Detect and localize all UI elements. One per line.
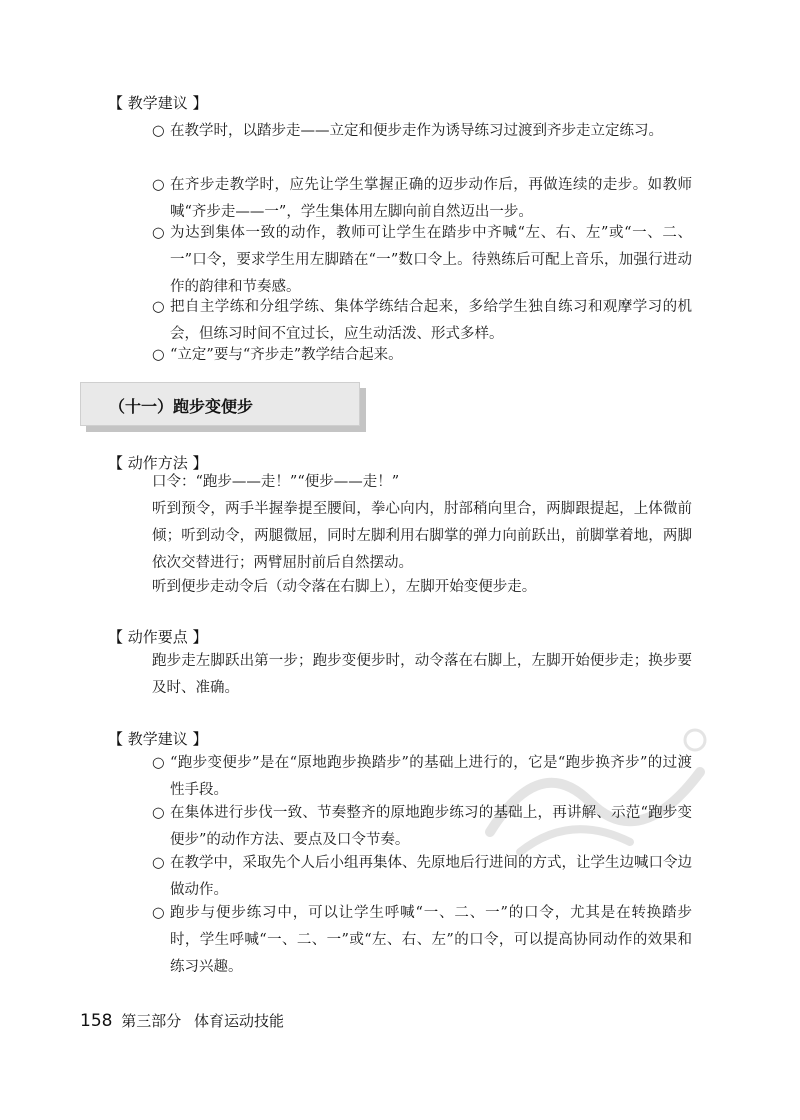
list-item-text: 在教学中，采取先个人后小组再集体、先原地后行进间的方式，让学生边喊口令边做动作。 — [170, 855, 692, 898]
bullet-circle-icon: ○ — [152, 225, 165, 241]
list-item — [152, 172, 692, 226]
subsection-heading-box — [80, 382, 360, 426]
list-item — [152, 342, 692, 369]
list-item — [152, 220, 692, 301]
bullet-circle-icon: ○ — [152, 905, 165, 921]
page-number: 158 — [80, 1011, 113, 1031]
list-item-text: 在教学时，以踏步走——立定和便步走作为诱导练习过渡到齐步走立定练习。 — [170, 123, 663, 139]
list-item-text: 在齐步走教学时，应先让学生掌握正确的迈步动作后，再做连续的走步。如教师喊“齐步走——一”，学生集体用左脚向前自然迈出一步。 — [170, 177, 692, 220]
bullet-circle-icon: ○ — [152, 755, 165, 771]
subsection-title: （十一）跑步变便步 — [109, 397, 254, 416]
command-line: 口令：“跑步——走！”“便步——走！” — [152, 474, 400, 490]
part-title: 体育运动技能 — [194, 1012, 285, 1030]
list-item-text: 为达到集体一致的动作，教师可让学生在踏步中齐喊“左、右、左”或“一、二、一”口令，要求学生用左脚踏在“一”数口令上。待熟练后可配上音乐，加强行进动作的韵律和节奏感。 — [170, 225, 692, 295]
list-item-text: “跑步变便步”是在“原地跑步换踏步”的基础上进行的，它是“跑步换齐步”的过渡性手段。 — [170, 755, 692, 798]
list-item-text: 跑步与便步练习中，可以让学生呼喊“一、二、一”的口令，尤其是在转换踏步时，学生呼喊“一、二、一”或“左、右、左”的口令，可以提高协同动作的效果和练习兴趣。 — [170, 905, 692, 975]
list-item — [152, 850, 692, 904]
section-heading-teaching-suggestions-2: 【 教学建议 】 — [108, 730, 208, 748]
list-item — [152, 800, 692, 854]
list-item — [152, 118, 692, 145]
part-label: 第三部分 — [121, 1012, 182, 1030]
bullet-circle-icon: ○ — [152, 123, 165, 139]
list-item-text: 把自主学练和分组学练、集体学练结合起来，多给学生独自练习和观摩学习的机会，但练习时间不宜过长，应生动活泼、形式多样。 — [170, 299, 692, 342]
list-item — [152, 900, 692, 981]
method-paragraph: 听到预令，两手半握拳提至腰间，拳心向内，肘部稍向里合，两脚跟提起，上体微前倾；听到动令，两腿微屈，同时左脚利用右脚掌的弹力向前跃出，前脚掌着地，两脚依次交替进行；两臂屈肘前后自然摆动。 — [152, 501, 692, 571]
section-heading-teaching-suggestions: 【 教学建议 】 — [108, 94, 208, 112]
section-heading-key-points: 【 动作要点 】 — [108, 628, 208, 646]
bullet-circle-icon: ○ — [152, 299, 165, 315]
page-footer — [80, 1010, 284, 1031]
bullet-circle-icon: ○ — [152, 805, 165, 821]
list-item — [152, 750, 692, 804]
list-item-text: “立定”要与“齐步走”教学结合起来。 — [170, 347, 403, 363]
list-item — [152, 294, 692, 348]
keypoints-paragraph: 跑步走左脚跃出第一步；跑步变便步时，动令落在右脚上，左脚开始便步走；换步要及时、准确。 — [152, 653, 692, 696]
list-item-text: 在集体进行步伐一致、节奏整齐的原地跑步练习的基础上，再讲解、示范“跑步变便步”的动作方法、要点及口令节奏。 — [170, 805, 692, 848]
bullet-circle-icon: ○ — [152, 177, 165, 193]
method-last-line: 听到便步走动令后（动令落在右脚上），左脚开始变便步走。 — [152, 579, 537, 595]
bullet-circle-icon: ○ — [152, 347, 165, 363]
section-heading-action-method: 【 动作方法 】 — [108, 454, 208, 472]
bullet-circle-icon: ○ — [152, 855, 165, 871]
